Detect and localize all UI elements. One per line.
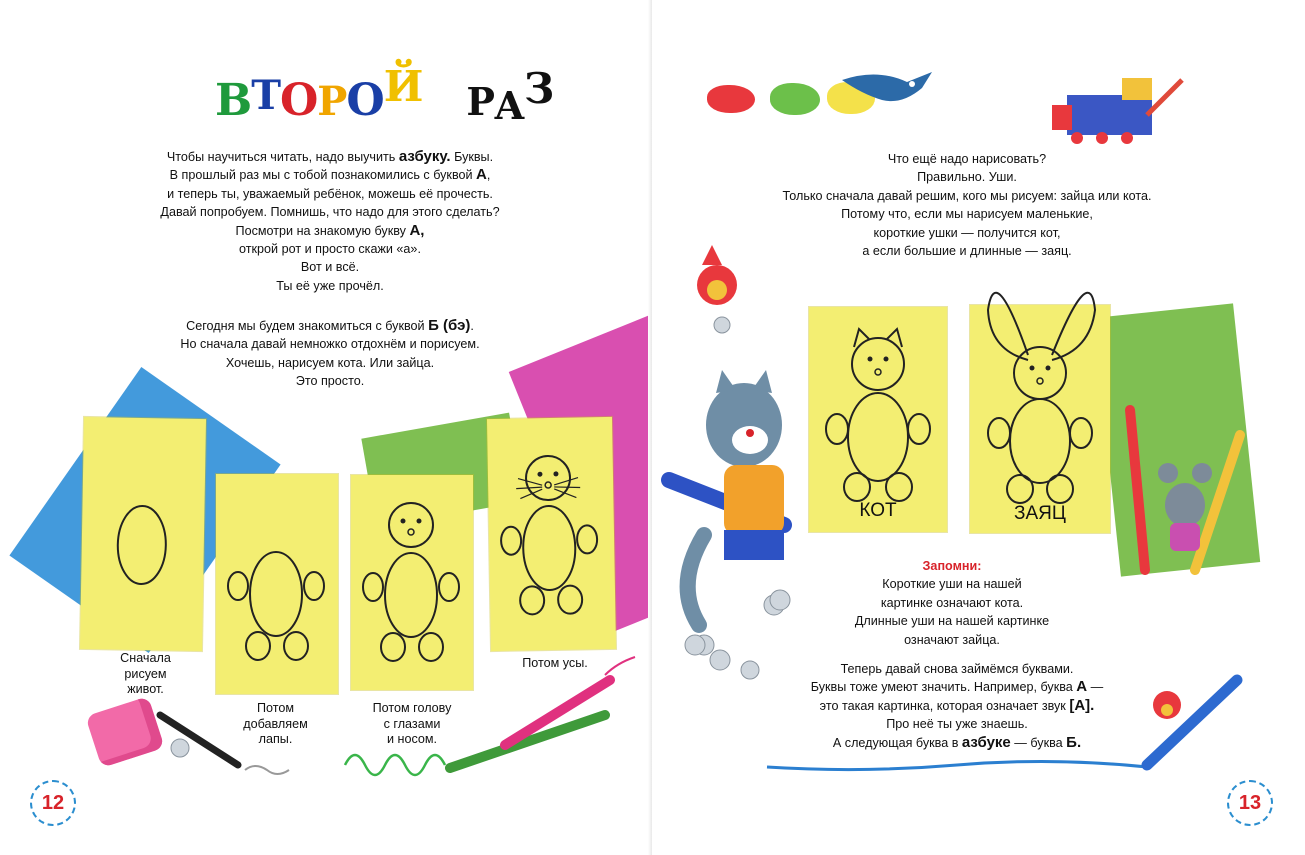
closing-paragraph: Теперь давай снова займёмся буквами. Буквы тоже умеют значить. Например, буква А — это такая картинка, которая означает звук [А]. Про неё ты уже знаешь. А следующая буква в азбуке — буква Б. <box>810 662 1104 751</box>
title-letter: Й <box>383 62 423 111</box>
title-letter: О <box>279 75 318 126</box>
whiskers-drawing <box>487 417 616 651</box>
green-paint-blob <box>770 83 820 115</box>
bird-pencil-illustration <box>1137 670 1242 770</box>
title-letter: А <box>494 83 524 128</box>
page-number: 12 <box>30 780 76 826</box>
hare-drawing <box>970 305 1110 533</box>
remember-heading: Запомни: <box>922 559 982 573</box>
remember-block: Запомни: Короткие уши на нашей картинке означают кота. Длинные уши на нашей картинке означают зайца. <box>802 557 1102 649</box>
drawing-card-belly <box>80 417 206 651</box>
hare-label: ЗАЯЦ <box>1014 503 1066 524</box>
page-number: 13 <box>1227 780 1273 826</box>
red-paint-blob <box>707 85 755 113</box>
ears-paragraph: Что ещё надо нарисовать? Правильно. Уши. Только сначала давай решим, кого мы рисуем: зайца или кота. Потому что, если мы нарисуем маленькие, короткие ушки — получится кот, а если большие и длинные — заяц. <box>782 152 1152 259</box>
mouse-pencils-illustration <box>1110 405 1250 580</box>
pencils-illustration <box>150 650 640 780</box>
title-letter: Т <box>251 72 280 119</box>
right-page <box>652 0 1305 855</box>
title-letter: З <box>523 64 554 113</box>
caption-step-2: Потом добавляем лапы. <box>243 701 308 746</box>
page-title <box>215 62 553 128</box>
caption-step-4: Потом усы. <box>522 656 588 670</box>
caption-step-1: Сначала рисуем живот. <box>120 651 171 696</box>
hare-card <box>970 305 1110 533</box>
intro-paragraph: Чтобы научиться читать, надо выучить азбуку. Буквы. В прошлый раз мы с тобой познакомились с буквой А, и теперь ты, уважаемый ребёнок, можешь её прочесть. Давай попробуем. Помнишь, что надо для этого сделать? Посмотри на знакомую букву А, открой рот и просто скажи «а». Вот и всё. Ты её уже прочёл. <box>160 148 500 293</box>
small-bird-illustration <box>682 240 752 330</box>
wavy-line <box>767 755 1147 775</box>
title-letter: Р <box>466 79 494 124</box>
cat-label: КОТ <box>859 500 897 521</box>
second-paragraph: Сегодня мы будем знакомиться с буквой Б (бэ). Но сначала давай немножко отдохнём и порисуем. Хочешь, нарисуем кота. Или зайца. Это просто. <box>180 317 480 389</box>
title-letter: Р <box>317 78 347 125</box>
left-page <box>0 0 652 855</box>
caption-step-3: Потом голову с глазами и носом. <box>372 701 452 746</box>
bird-illustration <box>832 60 942 130</box>
title-letter: О <box>346 75 384 126</box>
drawing-card-whiskers <box>487 417 616 651</box>
belly-drawing <box>80 417 206 651</box>
title-letter: В <box>215 75 252 126</box>
train-illustration <box>1047 70 1187 150</box>
